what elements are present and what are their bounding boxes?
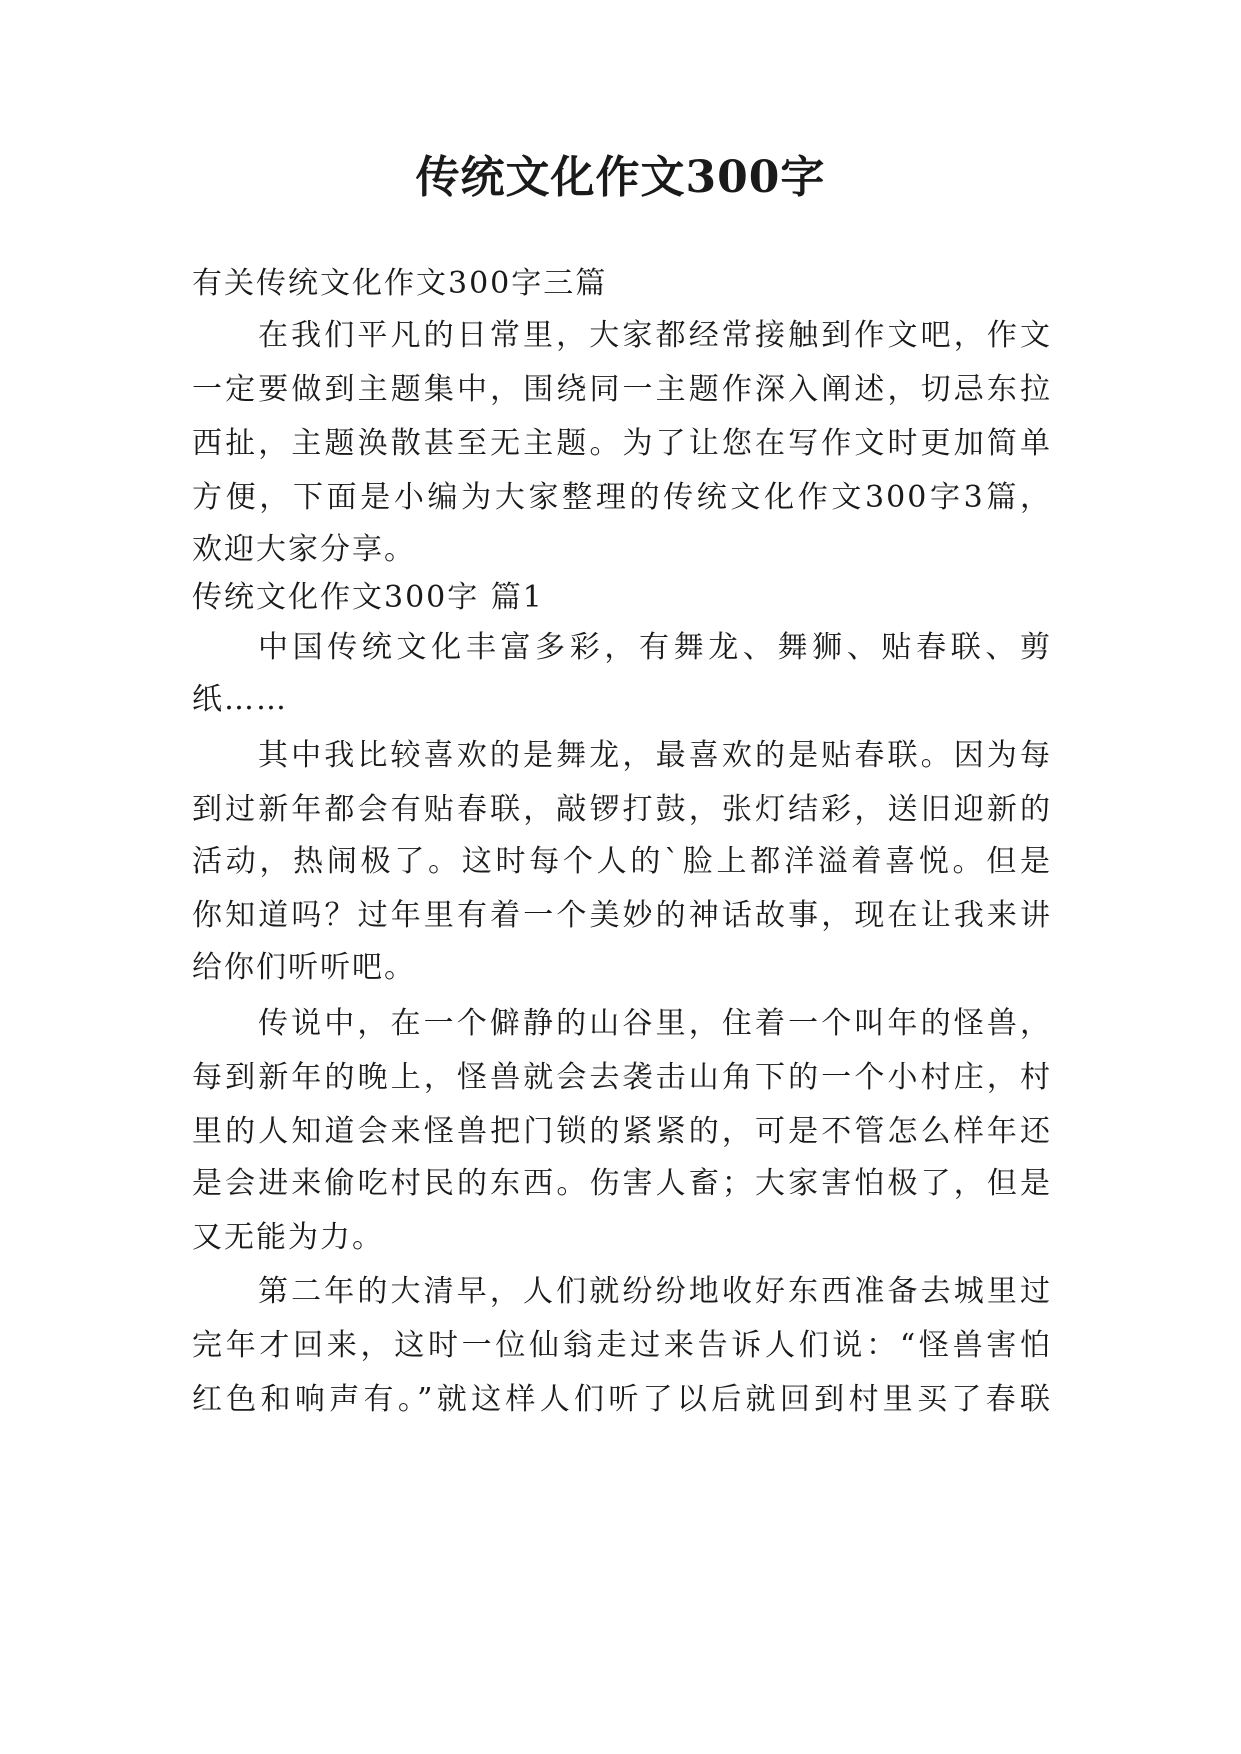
para4-line: 完年才回来，这时一位仙翁走过来告诉人们说：“怪兽害怕 bbox=[192, 1328, 1052, 1363]
para3-line: 是会进来偷吃村民的东西。伤害人畜；大家害怕极了，但是 bbox=[192, 1166, 1052, 1201]
intro-line: 方便，下面是小编为大家整理的传统文化作文300字3篇， bbox=[192, 480, 1052, 515]
document-title: 传统文化作文300字 bbox=[415, 152, 826, 203]
para1-line: 中国传统文化丰富多彩，有舞龙、舞狮、贴春联、剪 bbox=[258, 630, 1052, 665]
intro-line: 欢迎大家分享。 bbox=[192, 532, 416, 567]
para2-line: 你知道吗？过年里有着一个美妙的神话故事，现在让我来讲 bbox=[192, 898, 1052, 933]
intro-line: 在我们平凡的日常里，大家都经常接触到作文吧，作文 bbox=[258, 318, 1052, 353]
para2-line: 到过新年都会有贴春联，敲锣打鼓，张灯结彩，送旧迎新的 bbox=[192, 792, 1052, 827]
intro-line: 一定要做到主题集中，围绕同一主题作深入阐述，切忌东拉 bbox=[192, 372, 1052, 407]
section-heading: 传统文化作文300字 篇1 bbox=[192, 580, 544, 615]
para4-line: 第二年的大清早，人们就纷纷地收好东西准备去城里过 bbox=[258, 1274, 1052, 1309]
para3-line: 传说中，在一个僻静的山谷里，住着一个叫年的怪兽， bbox=[258, 1006, 1052, 1041]
para2-line: 给你们听听吧。 bbox=[192, 950, 416, 985]
para3-line: 又无能为力。 bbox=[192, 1220, 384, 1255]
para2-line: 活动，热闹极了。这时每个人的`脸上都洋溢着喜悦。但是 bbox=[192, 844, 1052, 879]
para4-line: 红色和响声有。”就这样人们听了以后就回到村里买了春联 bbox=[192, 1382, 1052, 1417]
para3-line: 每到新年的晚上，怪兽就会去袭击山角下的一个小村庄，村 bbox=[192, 1060, 1052, 1095]
document-subtitle: 有关传统文化作文300字三篇 bbox=[192, 266, 608, 301]
para3-line: 里的人知道会来怪兽把门锁的紧紧的，可是不管怎么样年还 bbox=[192, 1114, 1052, 1149]
para2-line: 其中我比较喜欢的是舞龙，最喜欢的是贴春联。因为每 bbox=[258, 738, 1052, 773]
para1-line: 纸…… bbox=[192, 682, 288, 717]
intro-line: 西扯，主题涣散甚至无主题。为了让您在写作文时更加简单 bbox=[192, 426, 1052, 461]
